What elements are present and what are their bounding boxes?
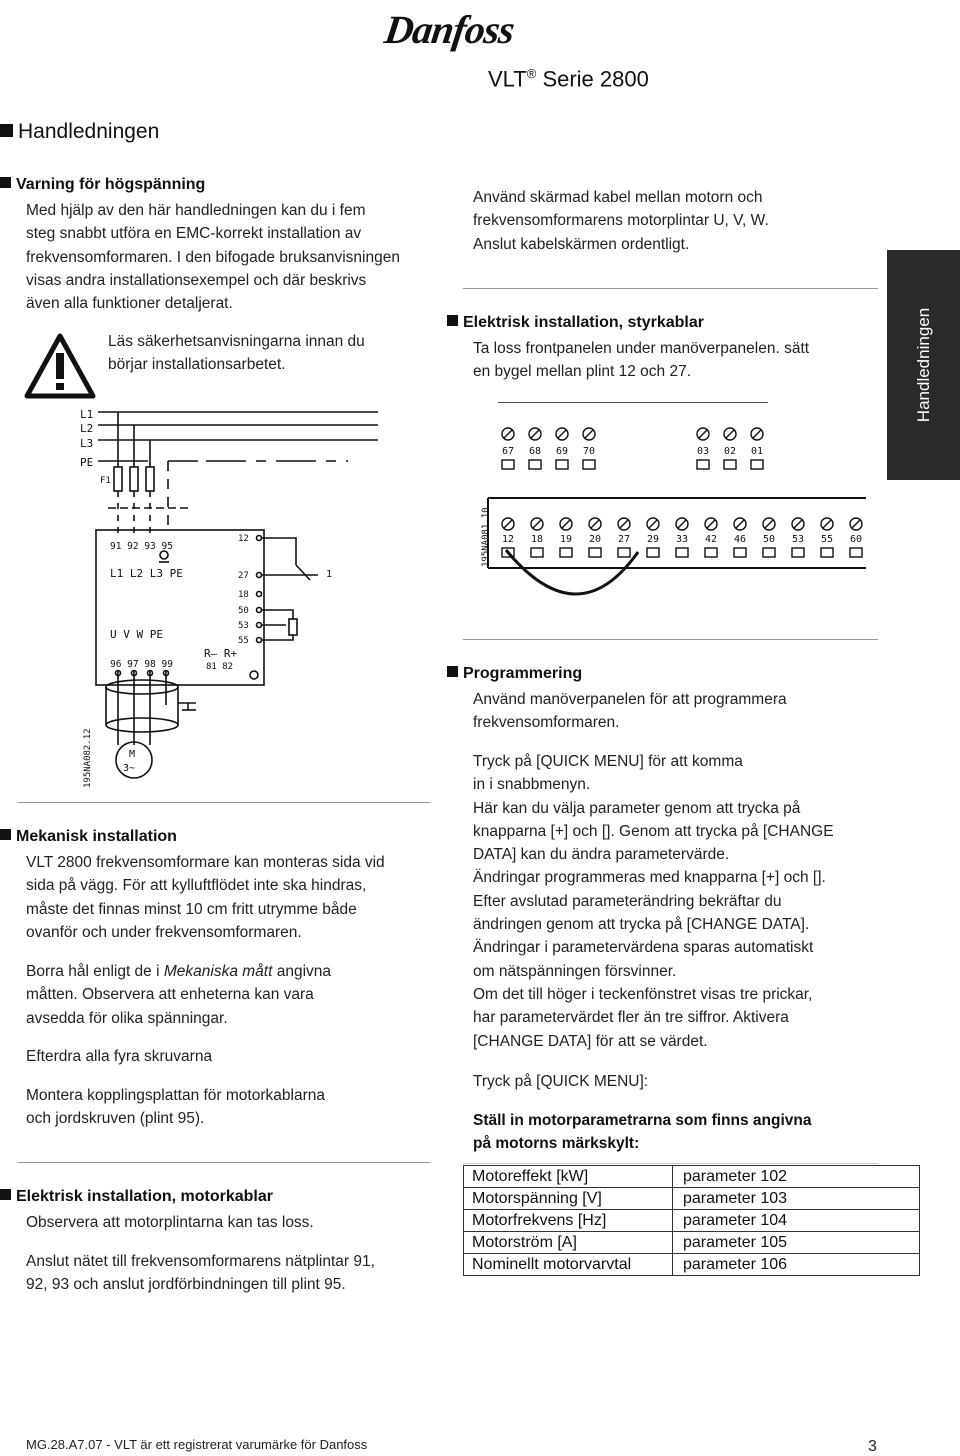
terminal-diagram bbox=[478, 402, 866, 614]
terminal-slot-icon bbox=[705, 548, 717, 557]
terminal-slot-icon bbox=[763, 548, 775, 557]
drawing-code-left: 195NA082.12 bbox=[83, 728, 93, 788]
mechanical-line: och jordskruven (plint 95). bbox=[26, 1110, 205, 1128]
mechanical-para1 bbox=[26, 851, 446, 944]
safety-note-line: Läs säkerhetsanvisningarna innan du bbox=[108, 333, 365, 350]
terminal-label: 12 bbox=[501, 534, 515, 545]
motor-phase-label: 3~ bbox=[123, 763, 136, 774]
programming-line: Ändringar programmeras med knapparna [+] och []. bbox=[473, 869, 826, 887]
programming-line: Tryck på [QUICK MENU] för att komma bbox=[473, 753, 743, 770]
programming-intro-line: frekvensomformaren. bbox=[473, 714, 620, 732]
param-name: Motorspänning [V] bbox=[464, 1188, 673, 1210]
terminal-label: 01 bbox=[750, 446, 764, 457]
terminal-label: 53 bbox=[791, 534, 805, 545]
terminal-slot-icon bbox=[676, 548, 688, 557]
terminal-12: 12 bbox=[238, 534, 249, 544]
terminal-label: 60 bbox=[849, 534, 863, 545]
motor-wiring-para2 bbox=[26, 1250, 446, 1297]
control-wiring-heading: Elektrisk installation, styrkablar bbox=[447, 314, 704, 332]
label-l3: L3 bbox=[80, 437, 94, 450]
terminal-label: 50 bbox=[762, 534, 776, 545]
motor-terminals: 96 97 98 99 bbox=[110, 659, 173, 670]
terminal-slot-icon bbox=[751, 460, 763, 469]
programming-line: har parametervärdet fler än tre siffror. Aktivera bbox=[473, 1009, 789, 1027]
terminal-label: 69 bbox=[555, 446, 569, 457]
warning-line: steg snabbt utföra en EMC-korrekt installation av bbox=[26, 225, 362, 243]
mechanical-text: Borra hål enligt de i bbox=[26, 963, 164, 980]
terminal-label: 19 bbox=[559, 534, 573, 545]
warning-text bbox=[26, 199, 456, 315]
terminal-slot-icon bbox=[583, 460, 595, 469]
series-name: VLT bbox=[488, 66, 527, 92]
programming-line: DATA] kan du ändra parametervärde. bbox=[473, 846, 730, 864]
programming-intro bbox=[473, 688, 883, 735]
side-tab-label: Handledningen bbox=[913, 307, 933, 423]
terminal-slot-icon bbox=[589, 548, 601, 557]
brake-names: R– R+ bbox=[204, 647, 238, 660]
terminal-label: 67 bbox=[501, 446, 515, 457]
label-f1: F1 bbox=[100, 476, 111, 486]
terminal-slot-icon bbox=[792, 548, 804, 557]
control-wiring-line: Ta loss frontpanelen under manöverpanelen. sätt bbox=[473, 340, 810, 357]
mains-terminals: 91 92 93 95 bbox=[110, 541, 173, 552]
terminal-label: 02 bbox=[723, 446, 737, 457]
terminal-slot-icon bbox=[560, 548, 572, 557]
programming-line: in i snabbmenyn. bbox=[473, 776, 591, 794]
motor-cable-line: frekvensomformarens motorplintar U, V, W. bbox=[473, 212, 769, 230]
programming-line: ändringen genom att trycka på [CHANGE DATA]. bbox=[473, 916, 810, 934]
mechanical-line: ovanför och under frekvensomformaren. bbox=[26, 923, 302, 941]
divider bbox=[463, 288, 878, 289]
drawing-code-right: 195NA081.10 bbox=[481, 507, 491, 567]
motor-wiring-heading: Elektrisk installation, motorkablar bbox=[0, 1188, 273, 1206]
motor-cable-line: Anslut kabelskärmen ordentligt. bbox=[473, 235, 690, 253]
mechanical-line: sida på vägg. För att kylluftflödet inte ska hindras, bbox=[26, 877, 367, 895]
mechanical-line: måtten. Observera att enheterna kan vara bbox=[26, 986, 314, 1004]
mechanical-heading: Mekanisk installation bbox=[0, 828, 177, 846]
terminal-slot-icon bbox=[556, 460, 568, 469]
programming-line: knapparna [+] och []. Genom att trycka på [CHANGE bbox=[473, 822, 834, 840]
safety-note-line: börjar installationsarbetet. bbox=[108, 356, 286, 374]
page-title: Handledningen bbox=[0, 120, 159, 144]
terminal-label: 18 bbox=[530, 534, 544, 545]
table-row bbox=[464, 1210, 920, 1232]
terminal-label: 55 bbox=[820, 534, 834, 545]
motor-params-line: på motorns märkskylt: bbox=[473, 1135, 640, 1153]
mechanical-ref: Mekaniska mått bbox=[163, 963, 273, 980]
terminal-27: 27 bbox=[238, 571, 249, 581]
warning-line: även alla funktioner detaljerat. bbox=[26, 295, 233, 313]
divider bbox=[18, 802, 430, 803]
registered-mark: ® bbox=[526, 66, 537, 81]
terminal-label: 27 bbox=[617, 534, 631, 545]
divider bbox=[18, 1162, 430, 1163]
terminal-slot-icon bbox=[529, 460, 541, 469]
mechanical-line: avsedda för olika spänningar. bbox=[26, 1009, 228, 1027]
quick-menu-instruction: Tryck på [QUICK MENU]: bbox=[473, 1073, 649, 1090]
page-number: 3 bbox=[868, 1438, 877, 1455]
mechanical-line bbox=[26, 960, 446, 983]
terminal-label: 20 bbox=[588, 534, 602, 545]
table-row bbox=[464, 1254, 920, 1276]
safety-note bbox=[108, 330, 428, 377]
param-number: parameter 106 bbox=[673, 1254, 920, 1276]
mechanical-line: måste det finnas minst 10 cm fritt utrymme både bbox=[26, 900, 357, 918]
motor-names: U V W PE bbox=[110, 628, 163, 641]
terminal-slot-icon bbox=[531, 548, 543, 557]
series-suffix: Serie 2800 bbox=[542, 66, 649, 92]
wiring-diagram bbox=[78, 405, 378, 800]
warning-line: frekvensomformaren. I den bifogade bruksanvisningen bbox=[26, 248, 400, 266]
terminal-label: 70 bbox=[582, 446, 596, 457]
control-wiring-text bbox=[473, 337, 873, 384]
programming-line: om nätspänningen försvinner. bbox=[473, 962, 677, 980]
programming-intro-line: Använd manöverpanelen för att programmera bbox=[473, 691, 787, 708]
mechanical-text: angivna bbox=[272, 963, 332, 980]
terminal-slot-icon bbox=[724, 460, 736, 469]
param-name: Motorström [A] bbox=[464, 1232, 673, 1254]
label-l2: L2 bbox=[80, 422, 94, 435]
warning-triangle-icon bbox=[24, 333, 96, 399]
divider bbox=[463, 1163, 878, 1164]
param-name: Motoreffekt [kW] bbox=[464, 1166, 673, 1188]
table-row bbox=[464, 1232, 920, 1254]
switch-label: 1 bbox=[326, 569, 333, 580]
terminal-slot-icon bbox=[734, 548, 746, 557]
mechanical-line: VLT 2800 frekvensomformare kan monteras sida vid bbox=[26, 854, 385, 871]
terminal-slot-icon bbox=[618, 548, 630, 557]
motor-wiring-para1: Observera att motorplintarna kan tas loss. bbox=[26, 1214, 314, 1231]
footer-text: MG.28.A7.07 - VLT är ett registrerat varumärke för Danfoss bbox=[26, 1437, 368, 1452]
terminal-53: 53 bbox=[238, 621, 249, 631]
param-number: parameter 103 bbox=[673, 1188, 920, 1210]
terminal-55: 55 bbox=[238, 636, 249, 646]
terminal-label: 68 bbox=[528, 446, 542, 457]
table-row bbox=[464, 1166, 920, 1188]
terminal-slot-icon bbox=[697, 460, 709, 469]
side-tab bbox=[887, 250, 960, 480]
label-l1: L1 bbox=[80, 408, 94, 421]
motor-symbol-label: M bbox=[129, 749, 136, 760]
motor-params-line: Ställ in motorparametrarna som finns angivna bbox=[473, 1112, 812, 1129]
terminal-label: 33 bbox=[675, 534, 689, 545]
terminal-label: 03 bbox=[696, 446, 710, 457]
motor-params-instruction bbox=[473, 1109, 812, 1156]
programming-line: Här kan du välja parameter genom att trycka på bbox=[473, 799, 801, 817]
terminal-slot-icon bbox=[850, 548, 862, 557]
danfoss-logo: Danfoss bbox=[381, 7, 517, 52]
param-name: Motorfrekvens [Hz] bbox=[464, 1210, 673, 1232]
mechanical-line: Montera kopplingsplattan för motorkablarna bbox=[26, 1087, 325, 1104]
param-number: parameter 102 bbox=[673, 1166, 920, 1188]
table-row bbox=[464, 1188, 920, 1210]
terminal-slot-icon bbox=[647, 548, 659, 557]
param-name: Nominellt motorvarvtal bbox=[464, 1254, 673, 1276]
programming-line: Om det till höger i teckenfönstret visas tre prickar, bbox=[473, 985, 813, 1003]
param-number: parameter 104 bbox=[673, 1210, 920, 1232]
motor-cable-text bbox=[473, 186, 873, 256]
control-wiring-line: en bygel mellan plint 12 och 27. bbox=[473, 363, 692, 381]
mechanical-para2 bbox=[26, 960, 446, 1030]
terminal-label: 46 bbox=[733, 534, 747, 545]
programming-line: Ändringar i parametervärdena sparas automatiskt bbox=[473, 939, 814, 957]
programming-body bbox=[473, 750, 883, 1053]
mechanical-para3: Efterdra alla fyra skruvarna bbox=[26, 1048, 213, 1065]
terminal-18: 18 bbox=[238, 590, 249, 600]
terminal-50: 50 bbox=[238, 606, 249, 616]
warning-line: Med hjälp av den här handledningen kan du i fem bbox=[26, 202, 366, 219]
label-pe: PE bbox=[80, 456, 94, 469]
motor-wiring-line: 92, 93 och anslut jordförbindningen till plint 95. bbox=[26, 1276, 346, 1294]
param-number: parameter 105 bbox=[673, 1232, 920, 1254]
terminal-slot-icon bbox=[502, 460, 514, 469]
terminal-label: 29 bbox=[646, 534, 660, 545]
series-title bbox=[488, 66, 649, 92]
motor-wiring-line: Anslut nätet till frekvensomformarens nätplintar 91, bbox=[26, 1253, 375, 1270]
terminal-label: 42 bbox=[704, 534, 718, 545]
mains-names: L1 L2 L3 PE bbox=[110, 567, 183, 580]
brake-terminals: 81 82 bbox=[206, 662, 234, 672]
programming-line: [CHANGE DATA] för att se värdet. bbox=[473, 1032, 708, 1050]
warning-line: visas andra installationsexempel och där beskrivs bbox=[26, 271, 367, 289]
programming-line: Efter avslutad parameterändring bekräftar du bbox=[473, 892, 782, 910]
motor-cable-line: Använd skärmad kabel mellan motorn och bbox=[473, 189, 763, 206]
terminal-slot-icon bbox=[821, 548, 833, 557]
divider bbox=[463, 639, 878, 640]
mechanical-para4 bbox=[26, 1084, 446, 1131]
warning-heading: Varning för högspänning bbox=[0, 176, 205, 194]
programming-heading: Programmering bbox=[447, 665, 582, 683]
motor-parameter-table bbox=[463, 1165, 920, 1276]
